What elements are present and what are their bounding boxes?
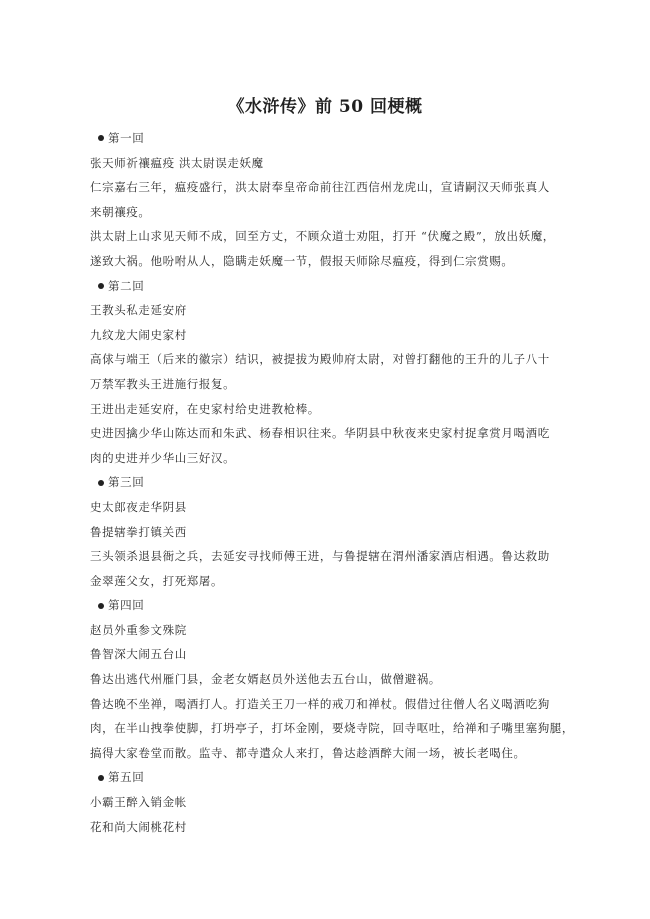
document-body (90, 126, 582, 839)
paragraph (90, 692, 582, 766)
text-line: 王教头私走延安府 (90, 303, 187, 318)
paragraph (90, 544, 582, 593)
text-line: 王进出走延安府，在史家村给史进教枪棒。 (90, 401, 320, 416)
chapter-heading (90, 765, 582, 790)
chapter-heading-text: 第一回 (108, 131, 145, 145)
chapter-heading-text: 第四回 (108, 598, 145, 613)
paragraph (90, 175, 582, 224)
text-line: 鲁提辖拳打镇关西 (90, 524, 187, 539)
paragraph (90, 224, 582, 273)
paragraph-line: 史进因擒少华山陈达而和朱武、杨春相识往来。华阴县中秋夜来史家村捉拿赏月喝酒吃 (90, 426, 550, 441)
bullet-icon (98, 283, 104, 289)
chapter-heading (90, 126, 582, 151)
text-line: 九纹龙大闹史家村 (90, 327, 187, 342)
bullet-icon (98, 775, 104, 781)
text-line: 史太郎夜走华阴县 (90, 499, 187, 514)
paragraph (90, 347, 582, 396)
paragraph-line: 搞得大家卷堂而散。监寺、都寺遣众人来打，鲁达趁酒醉大闹一场，被长老喝住。 (90, 745, 526, 760)
paragraph-line: 肉的史进并少华山三好汉。 (90, 450, 236, 465)
chapter-heading-text: 第二回 (108, 278, 145, 293)
paragraph-line: 仁宗嘉右三年，瘟疫盛行，洪太尉奉皇帝命前往江西信州龙虎山，宣请嗣汉天师张真人 (90, 180, 550, 195)
document-title: 《水浒传》前 50 回梗概 (227, 97, 423, 117)
bullet-icon (98, 603, 104, 609)
paragraph-line: 万禁军教头王进施行报复。 (90, 376, 236, 391)
paragraph-line: 肉，在半山拽拳使脚，打坍亭子，打坏金刚，要烧寺院，回寺呕吐，给禅和子嘴里塞狗腿， (90, 721, 574, 736)
paragraph-line: 来朝禳疫。 (90, 204, 151, 219)
chapter-heading (90, 593, 582, 618)
bullet-icon (98, 480, 104, 486)
bullet-icon (98, 135, 104, 141)
chapter-heading (90, 470, 582, 495)
paragraph-line: 洪太尉上山求见天师不成，回至方丈，不顾众道士劝阻，打开 “伏魔之殿”，放出妖魔， (90, 229, 555, 244)
text-line: 鲁达出逃代州雁门县，金老女婿赵员外送他去五台山，做僧避祸。 (90, 672, 441, 687)
paragraph-line: 鲁达晚不坐禅，喝酒打人。打造关王刀一样的戒刀和禅杖。假借过往僧人名义喝酒吃狗 (90, 696, 550, 711)
text-line: 张天师祈禳瘟疫 洪太尉误走妖魔 (90, 155, 264, 170)
text-line: 鲁智深大闹五台山 (90, 647, 187, 662)
paragraph-line: 高俅与端王（后来的徽宗）结识，被提拔为殿帅府太尉，对曾打翻他的王升的儿子八十 (90, 352, 550, 367)
text-line: 花和尚大闹桃花村 (90, 819, 187, 834)
chapter-heading (90, 274, 582, 299)
paragraph-line: 金翠莲父女，打死郑屠。 (90, 573, 224, 588)
paragraph-line: 遂致大祸。他吩咐从人，隐瞒走妖魔一节，假报天师除尽瘟疫，得到仁宗赏赐。 (90, 253, 514, 268)
chapter-heading-text: 第五回 (108, 770, 145, 785)
text-line: 赵员外重参文殊院 (90, 622, 187, 637)
chapter-heading-text: 第三回 (108, 475, 145, 490)
text-line: 小霸王醉入销金帐 (90, 795, 187, 810)
paragraph-line: 三头领杀退县衙之兵，去延安寻找师傅王进，与鲁提辖在渭州潘家酒店相遇。鲁达救助 (90, 549, 550, 564)
paragraph (90, 421, 582, 470)
